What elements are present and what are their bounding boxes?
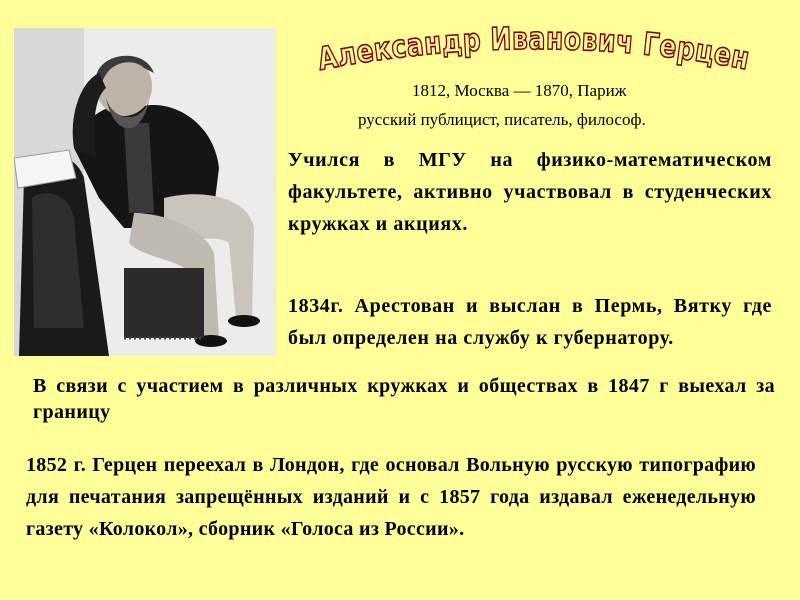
- slide-title-text: Александр Иванович Герцен: [314, 24, 757, 76]
- paragraph-london: [26, 449, 756, 545]
- occupation: русский публицист, писатель, философ.: [358, 110, 646, 129]
- life-dates: 1812, Москва — 1870, Париж: [412, 81, 627, 100]
- paragraph-arrest: 1834г. Арестован и выслан в Пермь, Вятку где был определен на службу к губернатору.: [288, 295, 772, 349]
- svg-text:Александр Иванович Герцен: [314, 24, 757, 76]
- slide-title: [300, 24, 770, 76]
- paragraph-education: Учился в МГУ на физико-математическом факультете, активно участвовал в студенческих кружках и акциях.: [288, 149, 772, 235]
- paragraph-emigration: В связи с участием в различных кружках и обществах в 1847 г выехал за границу: [33, 375, 775, 423]
- portrait-photo: [14, 28, 276, 356]
- paragraph-london-text: 1852 г. Герцен переехал в Лондон, где основал Вольную русскую типографию для печатания запрещённых изданий и с 1857 года издавал еженедельную газету «Колокол», сборник «Голоса из России».: [26, 454, 756, 540]
